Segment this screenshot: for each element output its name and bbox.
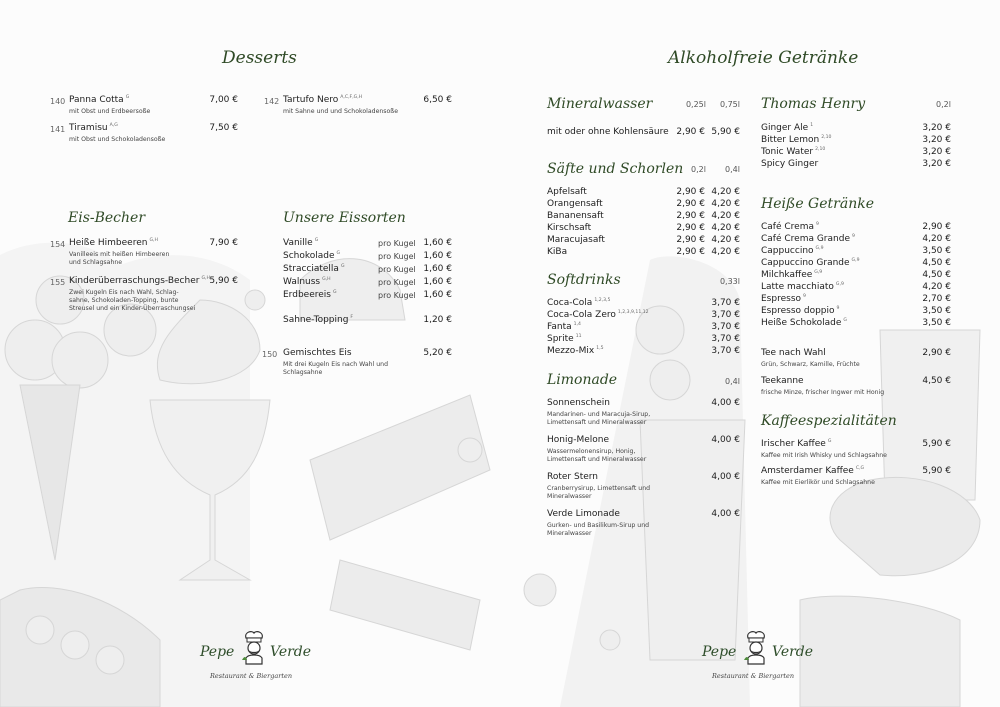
ice-flavor-name: Walnuss $^{G,H}$: [283, 277, 331, 287]
menu-item-name: Cappuccino $^{G,9}$: [761, 246, 824, 256]
unit-label: pro Kugel: [378, 265, 416, 274]
volume-label: 0,2l: [691, 165, 706, 174]
volume-label: 0,75l: [719, 100, 740, 109]
menu-item-price: 2,90 €: [676, 211, 705, 221]
menu-item-name: Tonic Water $^{2,10}$: [761, 147, 826, 157]
menu-item-price: 3,20 €: [922, 123, 951, 133]
menu-item-price: 5,90 €: [922, 466, 951, 476]
menu-item-price: 1,60 €: [423, 238, 452, 248]
allergen-code: G,9: [815, 246, 824, 251]
menu-item-price: 1,20 €: [423, 315, 452, 325]
menu-item-name: Café Crema Grande $^9$: [761, 234, 855, 244]
menu-item-name: Bitter Lemon $^{2,10}$: [761, 135, 832, 145]
menu-item-price: 2,90 €: [922, 348, 951, 358]
restaurant-logo: [692, 630, 822, 690]
menu-item-description: Cranberrysirup, Limettensaft und Mineralwasser: [547, 485, 651, 500]
menu-item-price: 7,90 €: [209, 238, 238, 248]
menu-item-name: Panna Cotta $^G$: [69, 95, 130, 105]
menu-item-name: mit oder ohne Kohlensäure: [547, 127, 669, 137]
allergen-code: G: [314, 238, 319, 243]
volume-label: 0,33l: [719, 277, 740, 286]
allergen-code: G: [340, 264, 345, 269]
menu-item-description: Mandarinen- und Maracuja-Sirup, Limettensaft und Mineralwasser: [547, 411, 651, 426]
topping-name: Sahne-Topping $^F$: [283, 315, 354, 325]
logo-subtitle: Restaurant & Biergarten: [712, 672, 795, 680]
limonade-heading: Limonade: [547, 372, 618, 388]
allergen-code: G,9: [814, 270, 823, 275]
menu-item-description: Grün, Schwarz, Kamille, Früchte: [761, 361, 860, 368]
allergen-code: 9: [803, 294, 806, 299]
menu-item-price: 3,70 €: [711, 322, 740, 332]
item-number: 141: [50, 125, 66, 134]
menu-item-name: Tee nach Wahl: [761, 348, 826, 358]
menu-item-price: 3,70 €: [711, 346, 740, 356]
menu-item-name: Coca-Cola Zero $^{1,2,3,9,11,12}$: [547, 310, 649, 320]
menu-item-price: 4,50 €: [922, 258, 951, 268]
allergen-code: C,G: [855, 466, 865, 471]
menu-item-price: 2,90 €: [922, 222, 951, 232]
allergen-code: 9: [851, 234, 855, 239]
menu-item-price: 2,70 €: [922, 294, 951, 304]
menu-item-price: 4,20 €: [922, 234, 951, 244]
menu-item-name: Tiramisu $^{A,G}$: [69, 123, 118, 133]
menu-item-price: 2,90 €: [676, 235, 705, 245]
ice-flavor-name: Erdbeereis $^G$: [283, 290, 337, 300]
menu-item-price: 1,60 €: [423, 277, 452, 287]
menu-item-name: Milchkaffee $^{G,9}$: [761, 270, 823, 280]
menu-item-name: Maracujasaft: [547, 235, 605, 245]
menu-item-price: 4,00 €: [711, 398, 740, 408]
allergen-code: A,G: [109, 123, 118, 128]
menu-item-name: Café Crema $^9$: [761, 222, 819, 232]
menu-item-name: Kirschsaft: [547, 223, 592, 233]
menu-item-price: 3,70 €: [711, 298, 740, 308]
menu-item-name: Mezzo-Mix $^{1,5}$: [547, 346, 604, 356]
allergen-code: G,H: [149, 238, 158, 243]
menu-item-name: Heiße Schokolade $^G$: [761, 318, 847, 328]
allergen-code: 2,10: [821, 135, 832, 140]
allergen-code: G: [125, 95, 130, 100]
menu-item-description: mit Sahne und und Schokoladensoße: [283, 108, 399, 115]
allergen-code: G: [332, 290, 337, 295]
menu-item-price: 4,00 €: [711, 435, 740, 445]
allergen-code: 1: [810, 123, 814, 128]
menu-item-price: 4,20 €: [711, 235, 740, 245]
menu-item-price: 3,50 €: [922, 246, 951, 256]
menu-item-description: Kaffee mit Eierlikör und Schlagsahne: [761, 479, 875, 486]
menu-item-name: Sonnenschein: [547, 398, 610, 408]
menu-item-price: 3,50 €: [922, 318, 951, 328]
menu-item-description: mit Obst und Schokoladensoße: [69, 136, 166, 143]
menu-item-price: 4,50 €: [922, 270, 951, 280]
allergen-code: 11: [575, 334, 582, 339]
menu-item-price: 5,20 €: [423, 348, 452, 358]
menu-item-price: 3,20 €: [922, 159, 951, 169]
menu-item-name: Bananensaft: [547, 211, 604, 221]
menu-item-description: Mit drei Kugeln Eis nach Wahl und Schlagsahne: [283, 361, 389, 376]
menu-item-description: Vanilleeis mit heißen Himbeeren und Schlagsahne: [69, 251, 170, 266]
menu-item-name: Tartufo Nero $^{A,C,F,G,H}$: [283, 95, 363, 105]
menu-item-price: 5,90 €: [209, 276, 238, 286]
desserts-title: Desserts: [222, 48, 297, 68]
menu-item-price: 6,50 €: [423, 95, 452, 105]
menu-item-price: 5,90 €: [711, 127, 740, 137]
allergen-code: 9: [815, 222, 819, 227]
ice-flavor-name: Vanille $^G$: [283, 238, 319, 248]
menu-item-price: 3,70 €: [711, 334, 740, 344]
menu-item-price: 7,50 €: [209, 123, 238, 133]
menu-item-price: 5,90 €: [922, 439, 951, 449]
allergen-code: A,C,F,G,H: [340, 95, 363, 100]
menu-item-description: frische Minze, frischer Ingwer mit Honig: [761, 389, 885, 396]
item-number: 154: [50, 240, 66, 249]
unit-label: pro Kugel: [378, 278, 416, 287]
allergen-code: G,9: [851, 258, 860, 263]
allergen-code: G,9: [835, 282, 844, 287]
menu-item-description: Kaffee mit Irish Whisky und Schlagsahne: [761, 452, 887, 459]
menu-item-name: Teekanne: [761, 376, 804, 386]
eissorten-heading: Unsere Eissorten: [283, 210, 406, 226]
menu-item-name: Orangensaft: [547, 199, 603, 209]
allergen-code: G: [827, 439, 832, 444]
ice-flavor-name: Schokolade $^G$: [283, 251, 341, 261]
menu-item-name: Roter Stern: [547, 472, 599, 482]
menu-item-name: Verde Limonade: [547, 509, 620, 519]
menu-item-name: Espresso doppio $^9$: [761, 306, 840, 316]
menu-item-price: 3,50 €: [922, 306, 951, 316]
allergen-code: G: [843, 318, 847, 323]
menu-item-name: Irischer Kaffee $^G$: [761, 439, 832, 449]
menu-item-price: 4,20 €: [711, 223, 740, 233]
menu-item-price: 3,20 €: [922, 135, 951, 145]
menu-item-price: 3,20 €: [922, 147, 951, 157]
heisse-getraenke-heading: Heiße Getränke: [761, 196, 874, 212]
menu-item-price: 4,00 €: [711, 472, 740, 482]
menu-item-description: mit Obst und Erdbeersoße: [69, 108, 151, 115]
menu-item-price: 4,20 €: [711, 247, 740, 257]
unit-label: pro Kugel: [378, 291, 416, 300]
volume-label: 0,4l: [725, 165, 740, 174]
menu-item-description: Gurken- und Basilikum-Sirup und Mineralwasser: [547, 522, 650, 537]
allergen-code: G,H: [322, 277, 331, 282]
menu-item-price: 1,60 €: [423, 251, 452, 261]
item-number: 155: [50, 278, 66, 287]
volume-label: 0,2l: [936, 100, 951, 109]
logo-word-verde: Verde: [270, 644, 312, 660]
menu-item-name: KiBa: [547, 247, 568, 257]
menu-item-name: Spicy Ginger: [761, 159, 819, 169]
menu-item-description: Wassermelonensirup, Honig, Limettensaft und Mineralwasser: [547, 448, 647, 463]
mineralwasser-heading: Mineralwasser: [547, 96, 653, 112]
allergen-code: 1,2,3,5: [594, 298, 611, 303]
allergen-code: 1,4: [573, 322, 581, 327]
logo-subtitle: Restaurant & Biergarten: [210, 672, 293, 680]
menu-item-name: Gemischtes Eis: [283, 348, 352, 358]
chef-icon: [742, 630, 770, 666]
unit-label: pro Kugel: [378, 239, 416, 248]
volume-label: 0,25l: [685, 100, 706, 109]
allergen-code: F: [350, 315, 354, 320]
logo-word-verde: Verde: [772, 644, 814, 660]
softdrinks-heading: Softdrinks: [547, 272, 621, 288]
drinks-page: [500, 0, 1000, 707]
menu-item-price: 1,60 €: [423, 290, 452, 300]
thomas-henry-heading: Thomas Henry: [761, 96, 866, 112]
menu-item-name: Sprite $^{11}$: [547, 334, 582, 344]
kaffeespezialitaeten-heading: Kaffeespezialitäten: [761, 413, 897, 429]
menu-item-price: 2,90 €: [676, 187, 705, 197]
allergen-code: 1,2,3,9,11,12: [617, 310, 649, 315]
menu-item-price: 4,20 €: [711, 187, 740, 197]
menu-item-price: 4,20 €: [711, 211, 740, 221]
menu-item-name: Fanta $^{1,4}$: [547, 322, 581, 332]
logo-word-pepe: Pepe: [200, 644, 235, 660]
eisbecher-heading: Eis-Becher: [68, 210, 146, 226]
allergen-code: 2,10: [815, 147, 826, 152]
menu-item-name: Honig-Melone: [547, 435, 609, 445]
menu-item-price: 2,90 €: [676, 247, 705, 257]
menu-item-price: 2,90 €: [676, 127, 705, 137]
menu-item-price: 4,00 €: [711, 509, 740, 519]
menu-item-name: Ginger Ale $^1$: [761, 123, 814, 133]
allergen-code: 1,5: [596, 346, 604, 351]
restaurant-logo: [190, 630, 320, 690]
menu-item-price: 2,90 €: [676, 199, 705, 209]
item-number: 140: [50, 97, 66, 106]
item-number: 142: [264, 97, 280, 106]
menu-item-price: 2,90 €: [676, 223, 705, 233]
menu-item-price: 7,00 €: [209, 95, 238, 105]
volume-label: 0,4l: [725, 377, 740, 386]
menu-item-price: 4,50 €: [922, 376, 951, 386]
item-number: 150: [262, 350, 278, 359]
menu-item-price: 1,60 €: [423, 264, 452, 274]
menu-item-price: 3,70 €: [711, 310, 740, 320]
menu-item-name: Cappuccino Grande $^{G,9}$: [761, 258, 860, 268]
saefte-heading: Säfte und Schorlen: [547, 161, 684, 177]
menu-item-name: Heiße Himbeeren $^{G,H}$: [69, 238, 158, 248]
menu-item-price: 4,20 €: [711, 199, 740, 209]
menu-item-description: Zwei Kugeln Eis nach Wahl, Schlag- sahne, Schokoladen-Topping, bunte Streusel und ein Kinder-Überraschungsei: [69, 289, 196, 312]
allergen-code: 9: [836, 306, 840, 311]
logo-word-pepe: Pepe: [702, 644, 737, 660]
menu-item-name: Latte macchiato $^{G,9}$: [761, 282, 844, 292]
drinks-title: Alkoholfreie Getränke: [668, 48, 859, 68]
unit-label: pro Kugel: [378, 252, 416, 261]
menu-item-name: Coca-Cola $^{1,2,3,5}$: [547, 298, 611, 308]
ice-flavor-name: Stracciatella $^G$: [283, 264, 345, 274]
allergen-code: G: [336, 251, 341, 256]
menu-item-name: Espresso $^9$: [761, 294, 806, 304]
menu-item-name: Kinderüberraschungs-Becher $^{G,H}$: [69, 276, 210, 286]
menu-item-name: Apfelsaft: [547, 187, 587, 197]
allergen-code: G,H: [201, 276, 210, 281]
menu-item-name: Amsterdamer Kaffee $^{C,G}$: [761, 466, 865, 476]
chef-icon: [240, 630, 268, 666]
menu-item-price: 4,20 €: [922, 282, 951, 292]
